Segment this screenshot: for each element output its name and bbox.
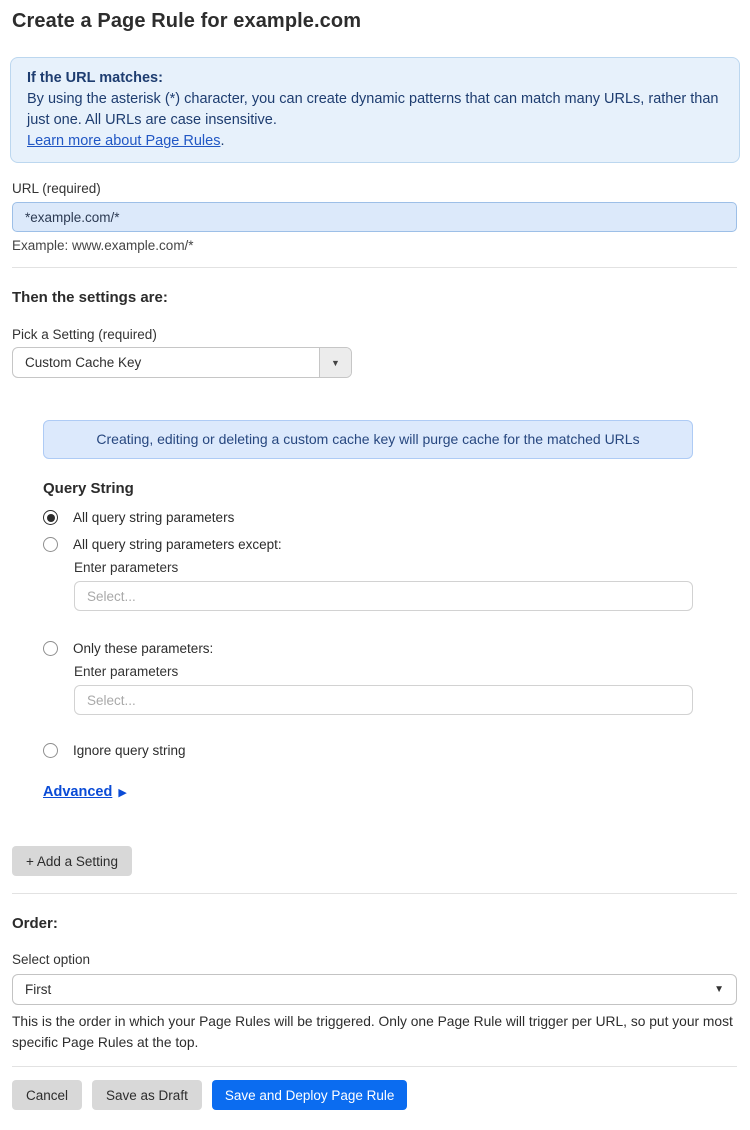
order-select-value: First [25, 982, 52, 997]
save-as-draft-button[interactable]: Save as Draft [92, 1080, 202, 1110]
order-section-heading: Order: [12, 915, 58, 932]
radio-button-icon[interactable] [43, 537, 58, 552]
divider [12, 1066, 737, 1067]
divider [12, 267, 737, 268]
setting-select[interactable] [12, 347, 352, 378]
footer-actions [12, 1080, 737, 1110]
radio-all-params-except[interactable] [43, 537, 693, 552]
custom-cache-key-panel [43, 420, 693, 801]
order-select-label: Select option [12, 952, 91, 967]
query-string-heading: Query String [43, 480, 134, 497]
divider [12, 893, 737, 894]
radio-label: Ignore query string [73, 743, 186, 758]
radio-label: All query string parameters [73, 510, 235, 525]
info-box-heading: If the URL matches: [27, 70, 163, 86]
enter-parameters-label: Enter parameters [74, 664, 179, 679]
radio-button-icon[interactable] [43, 743, 58, 758]
link-suffix: . [220, 133, 225, 149]
radio-ignore-query-string[interactable] [43, 743, 693, 758]
order-helper-text: This is the order in which your Page Rules will be triggered. Only one Page Rule will trigger per URL, so put your most specific Page Rules at the top. [12, 1014, 733, 1050]
advanced-link[interactable] [43, 784, 127, 800]
save-and-deploy-button[interactable]: Save and Deploy Page Rule [212, 1080, 408, 1110]
order-select[interactable] [12, 974, 737, 1005]
radio-label: Only these parameters: [73, 641, 214, 656]
radio-all-query-params[interactable] [43, 510, 693, 525]
cache-purge-notice: Creating, editing or deleting a custom cache key will purge cache for the matched URLs [43, 420, 693, 459]
triangle-right-icon: ▶ [118, 787, 127, 799]
pick-setting-label: Pick a Setting (required) [12, 327, 157, 342]
url-match-info-box [10, 57, 740, 163]
page-title: Create a Page Rule for example.com [12, 10, 362, 32]
radio-button-icon[interactable] [43, 641, 58, 656]
caret-down-icon: ▼ [714, 984, 724, 995]
except-parameters-input[interactable] [74, 581, 693, 611]
url-field-helper: Example: www.example.com/* [12, 238, 194, 253]
settings-section-heading: Then the settings are: [12, 289, 168, 306]
radio-button-icon[interactable] [43, 510, 58, 525]
caret-down-icon[interactable]: ▼ [319, 348, 351, 377]
enter-parameters-label: Enter parameters [74, 560, 179, 575]
url-field-label: URL (required) [12, 181, 101, 196]
only-parameters-group [74, 664, 693, 715]
learn-more-link[interactable]: Learn more about Page Rules [27, 133, 221, 149]
url-input[interactable] [12, 202, 737, 232]
only-parameters-input[interactable] [74, 685, 693, 715]
cancel-button[interactable]: Cancel [12, 1080, 82, 1110]
radio-only-these-params[interactable] [43, 641, 693, 656]
add-setting-button[interactable]: + Add a Setting [12, 846, 132, 876]
advanced-link-text: Advanced [43, 784, 113, 800]
except-parameters-group [74, 560, 693, 611]
info-box-body: By using the asterisk (*) character, you can create dynamic patterns that can match many URLs, rather than just one. All URLs are case insensitive. [27, 91, 719, 128]
info-box-link-line [27, 131, 723, 152]
radio-label: All query string parameters except: [73, 537, 282, 552]
setting-select-value: Custom Cache Key [25, 355, 142, 370]
